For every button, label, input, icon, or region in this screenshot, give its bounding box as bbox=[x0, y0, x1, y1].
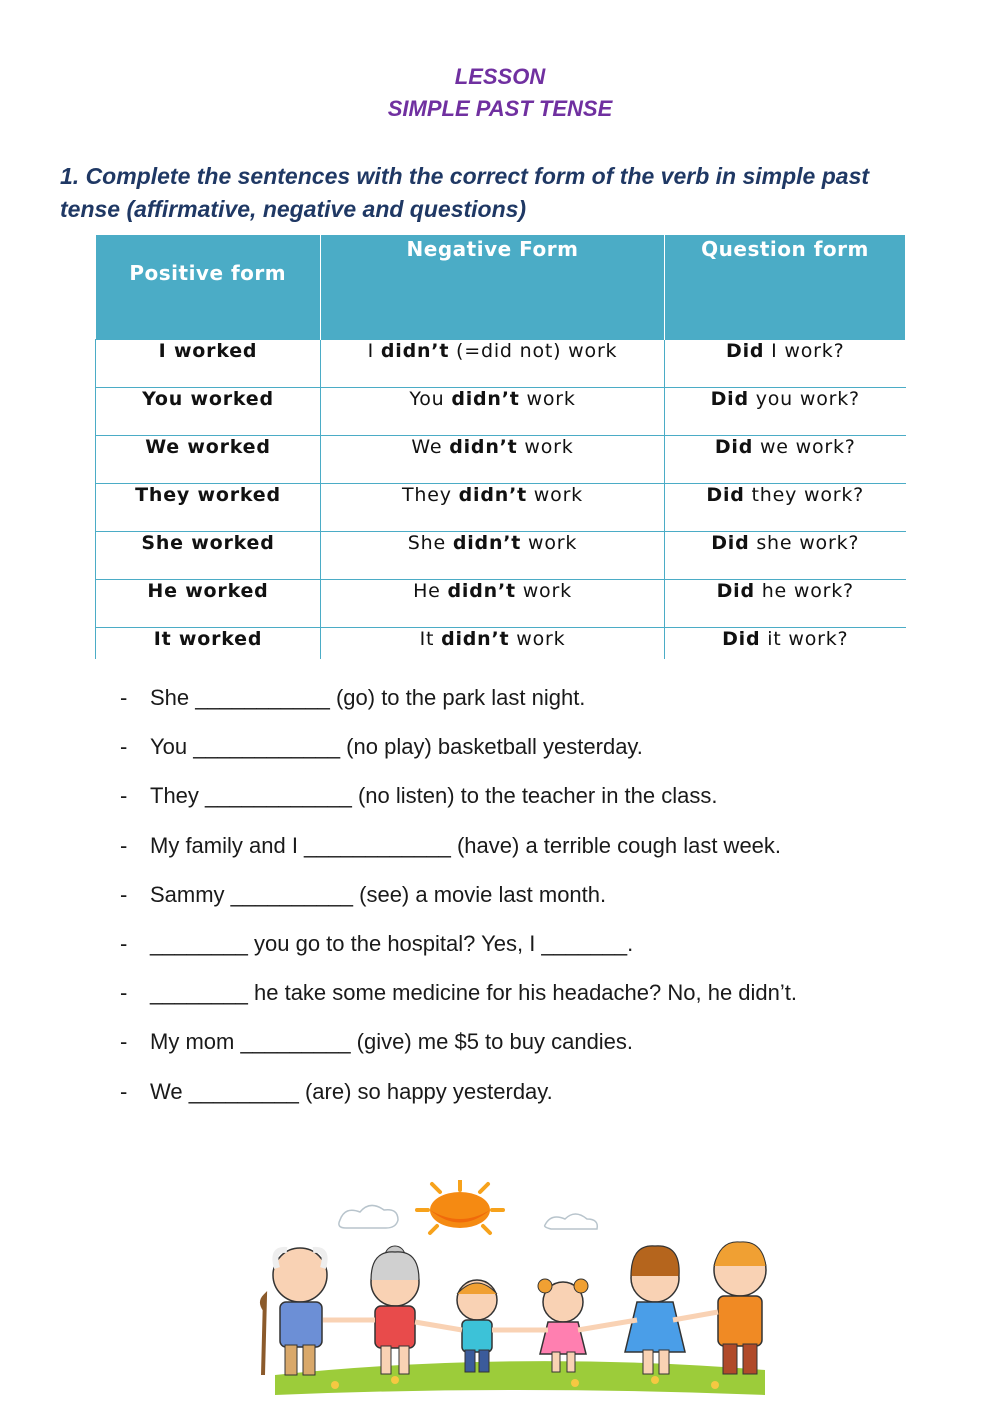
list-item bbox=[120, 1072, 797, 1121]
list-item bbox=[120, 924, 797, 973]
exercise-sentence: We _________ (are) so happy yesterday. bbox=[150, 1078, 553, 1104]
positive-form-cell: I worked bbox=[96, 340, 321, 388]
list-item bbox=[120, 678, 797, 727]
exercise-sentence: ________ you go to the hospital? Yes, I _______. bbox=[150, 930, 634, 956]
positive-form-cell: We worked bbox=[96, 436, 321, 484]
grass-icon bbox=[275, 1361, 765, 1395]
boy-figure-icon bbox=[457, 1280, 497, 1372]
conjugation-table bbox=[95, 235, 906, 659]
sun-icon bbox=[417, 1180, 503, 1233]
positive-form-cell: They worked bbox=[96, 484, 321, 532]
list-item bbox=[120, 727, 797, 776]
positive-form-cell: It worked bbox=[96, 628, 321, 660]
positive-form-cell: You worked bbox=[96, 388, 321, 436]
exercise-sentence: My family and I ____________ (have) a terrible cough last week. bbox=[150, 832, 782, 858]
table-row bbox=[96, 340, 906, 388]
dad-figure-icon bbox=[714, 1242, 766, 1374]
exercise-sentence: They ____________ (no listen) to the teacher in the class. bbox=[150, 783, 718, 809]
list-marker: - bbox=[120, 783, 128, 809]
negative-form-cell: You didn’t work bbox=[321, 388, 665, 436]
positive-form-cell: He worked bbox=[96, 580, 321, 628]
list-marker: - bbox=[120, 930, 128, 956]
exercise-instruction: 1. Complete the sentences with the correct form of the verb in simple past tense (affirmative, negative and questions) bbox=[60, 163, 870, 222]
negative-form-cell: He didn’t work bbox=[321, 580, 665, 628]
question-form-cell: Did they work? bbox=[665, 484, 906, 532]
table-row bbox=[96, 484, 906, 532]
list-marker: - bbox=[120, 1029, 128, 1055]
page-title: SIMPLE PAST TENSE bbox=[387, 96, 613, 121]
list-item bbox=[120, 875, 797, 924]
question-form-cell: Did I work? bbox=[665, 340, 906, 388]
table-row bbox=[96, 532, 906, 580]
negative-form-cell: We didn’t work bbox=[321, 436, 665, 484]
exercise-sentence: You ____________ (no play) basketball yesterday. bbox=[150, 734, 643, 760]
exercise-sentence: She ___________ (go) to the park last night. bbox=[150, 685, 586, 710]
question-form-cell: Did you work? bbox=[665, 388, 906, 436]
exercise-list bbox=[120, 678, 797, 1121]
negative-form-cell: They didn’t work bbox=[321, 484, 665, 532]
question-form-cell: Did he work? bbox=[665, 580, 906, 628]
negative-form-cell: It didn’t work bbox=[321, 628, 665, 660]
question-form-cell: Did she work? bbox=[665, 532, 906, 580]
list-item bbox=[120, 1022, 797, 1071]
list-item bbox=[120, 973, 797, 1022]
table-row bbox=[96, 628, 906, 660]
exercise-sentence: My mom _________ (give) me $5 to buy candies. bbox=[150, 1029, 634, 1055]
list-marker: - bbox=[120, 1078, 128, 1104]
family-sun-illustration-icon bbox=[245, 1180, 790, 1400]
list-marker: - bbox=[120, 832, 128, 858]
list-marker: - bbox=[120, 685, 128, 710]
exercise-sentence: ________ he take some medicine for his headache? No, he didn’t. bbox=[150, 980, 797, 1006]
negative-form-cell: I didn’t (=did not) work bbox=[321, 340, 665, 388]
table-header-row bbox=[96, 235, 906, 340]
grandma-figure-icon bbox=[371, 1246, 419, 1374]
question-form-cell: Did it work? bbox=[665, 628, 906, 660]
negative-form-cell: She didn’t work bbox=[321, 532, 665, 580]
exercise-sentence: Sammy __________ (see) a movie last month. bbox=[150, 881, 607, 907]
column-header-question: Question form bbox=[665, 235, 906, 340]
list-item bbox=[120, 826, 797, 875]
table-row bbox=[96, 388, 906, 436]
column-header-negative: Negative Form bbox=[321, 235, 665, 340]
column-header-positive: Positive form bbox=[96, 235, 321, 340]
grandpa-figure-icon bbox=[262, 1248, 327, 1375]
list-marker: - bbox=[120, 980, 128, 1006]
table-row bbox=[96, 580, 906, 628]
question-form-cell: Did we work? bbox=[665, 436, 906, 484]
lesson-label: LESSON bbox=[454, 64, 546, 89]
positive-form-cell: She worked bbox=[96, 532, 321, 580]
mom-figure-icon bbox=[625, 1246, 685, 1374]
list-marker: - bbox=[120, 734, 128, 760]
list-item bbox=[120, 776, 797, 825]
list-marker: - bbox=[120, 881, 128, 907]
table-row bbox=[96, 436, 906, 484]
girl-figure-icon bbox=[538, 1279, 588, 1372]
